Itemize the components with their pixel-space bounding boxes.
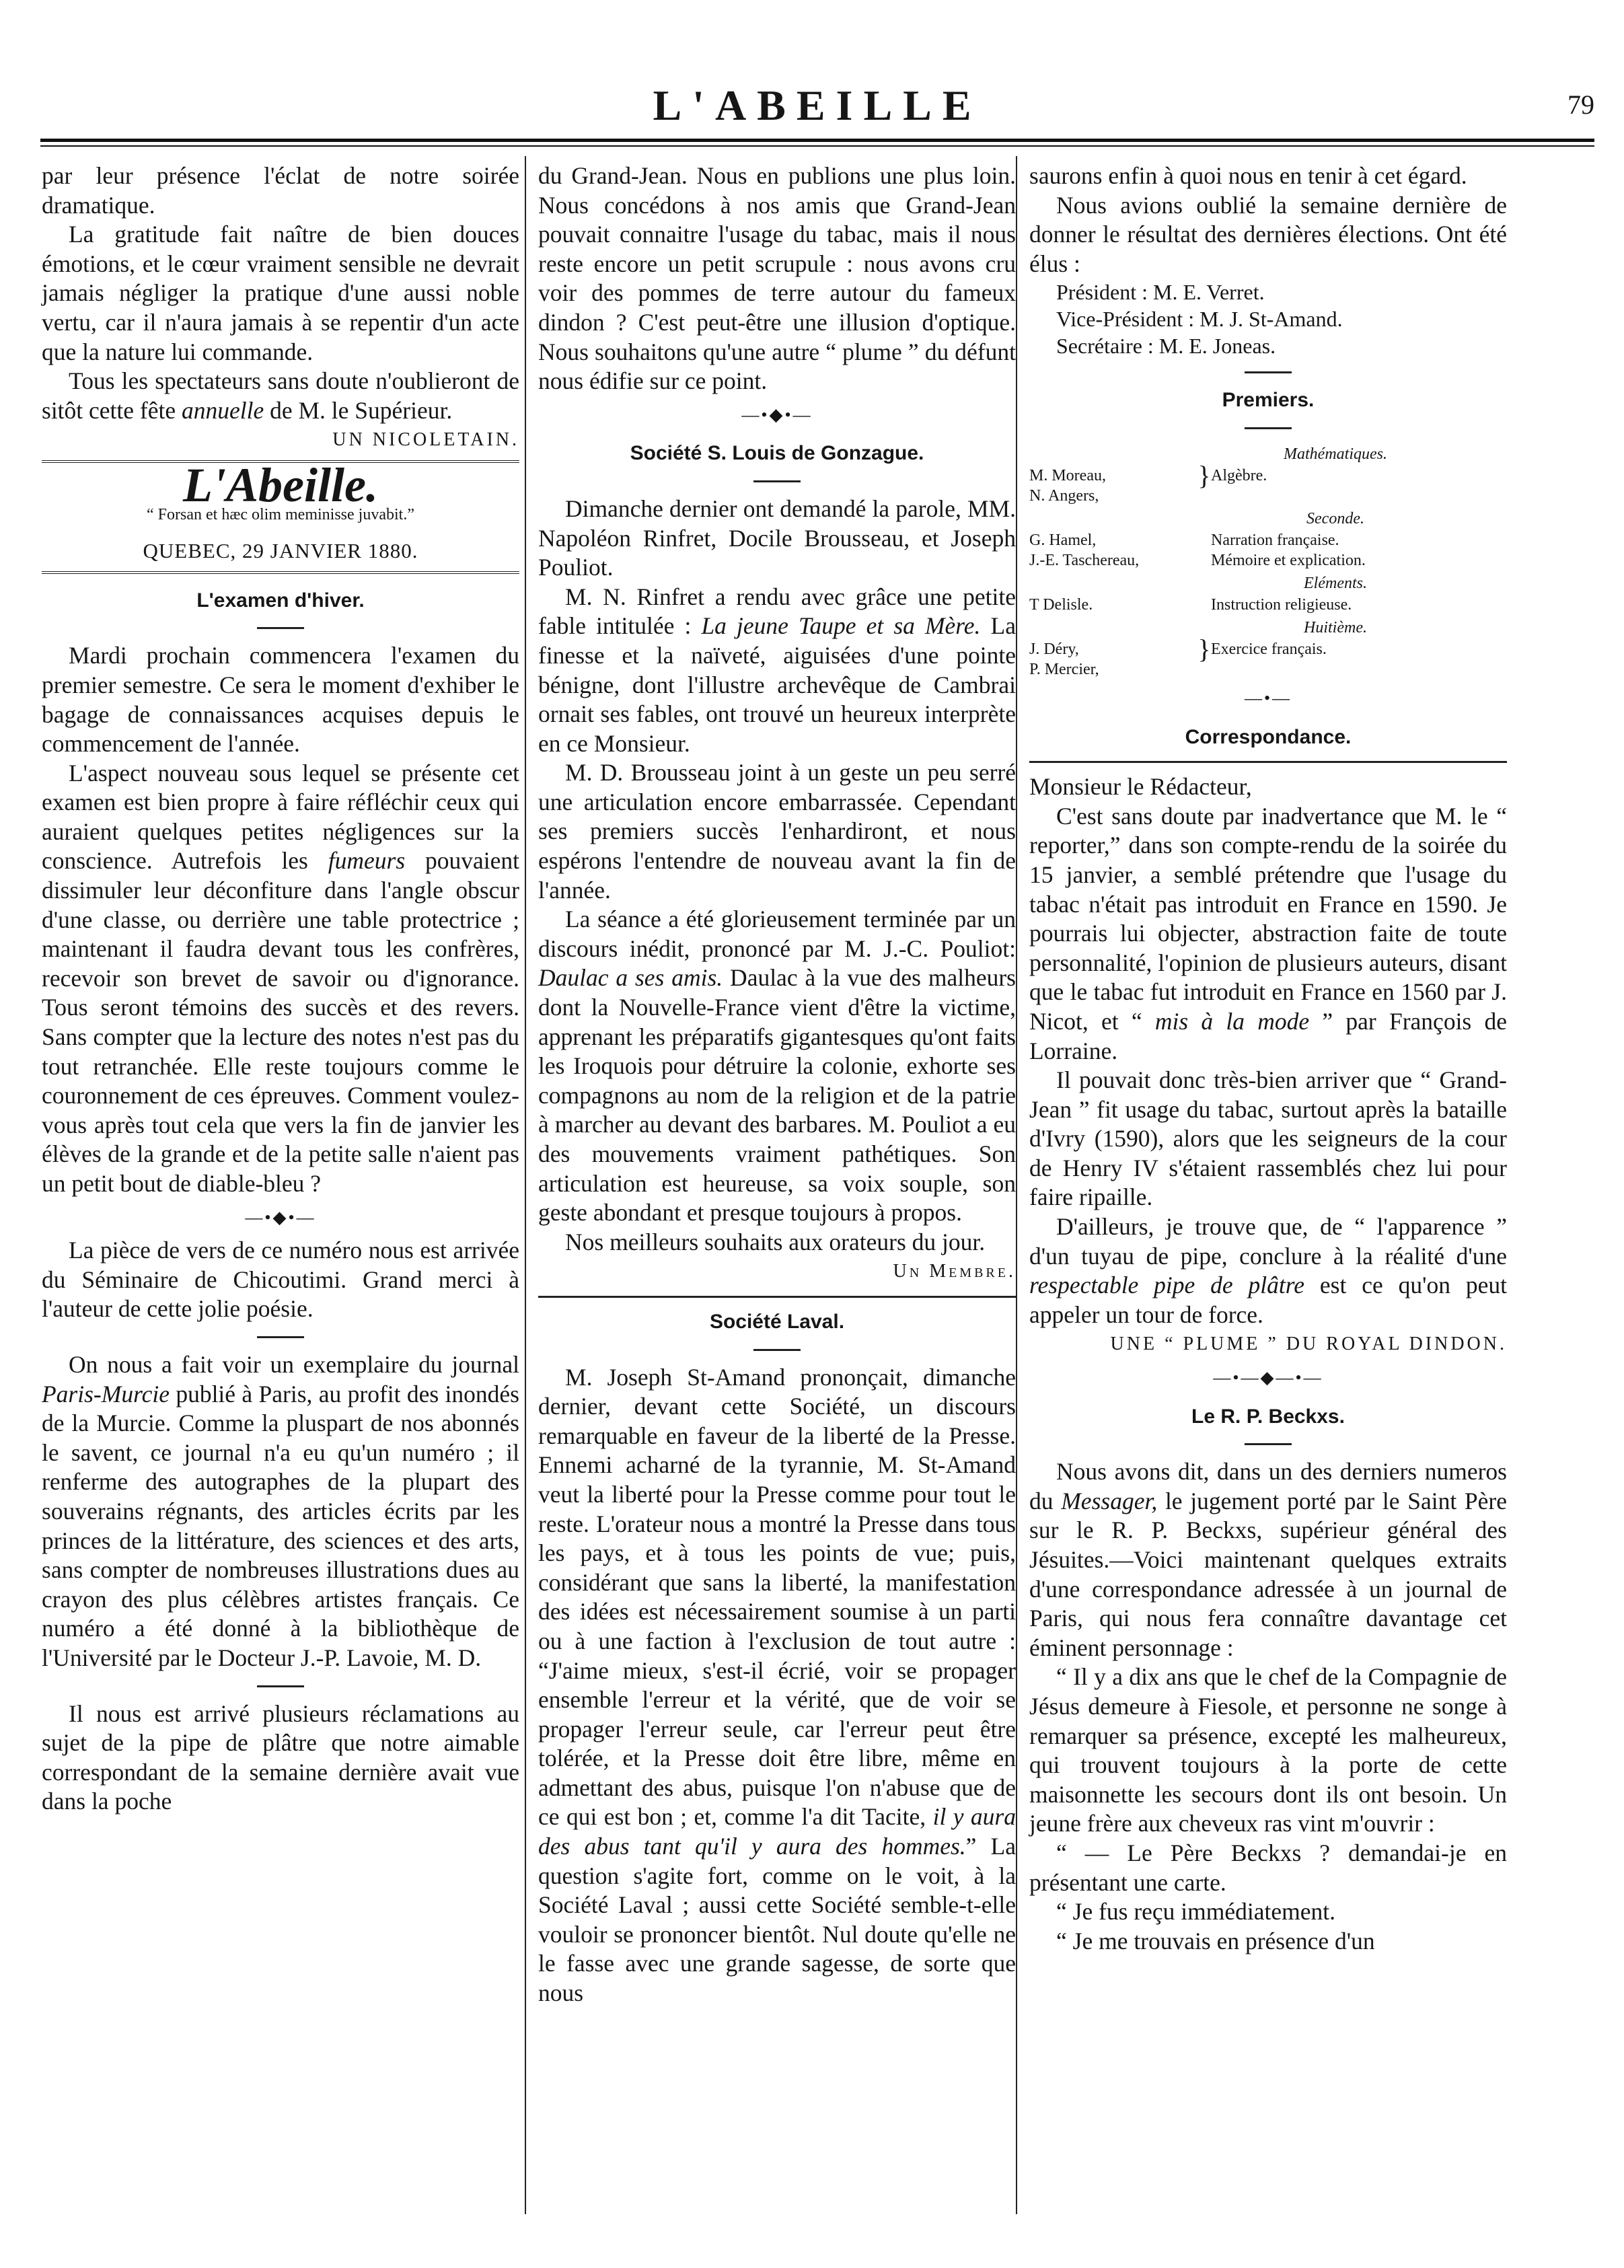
short-rule — [257, 1685, 304, 1687]
student-name: M. Moreau, — [1029, 466, 1106, 484]
short-rule — [753, 1349, 801, 1351]
column-divider — [1016, 156, 1017, 2214]
paragraph: Mardi prochain commencera l'examen du premier semestre. Ce sera le moment d'exhiber le bagage de connaissances acquises depuis le commencement de l'année. — [42, 642, 519, 758]
ornament: —•◆•— — [741, 404, 813, 425]
section-heading: L'examen d'hiver. — [196, 589, 365, 612]
section-heading: Société S. Louis de Gonzague. — [630, 442, 924, 465]
subject: Narration française. — [1211, 531, 1339, 549]
subject: Mémoire et explication. — [1211, 551, 1366, 569]
election-entry: Président : M. E. Verret. — [1056, 280, 1265, 305]
paragraph: “ Je fus reçu immédiatement. — [1056, 1898, 1335, 1926]
paragraph: du Grand-Jean. Nous en publions une plus loin. Nous concédons à nos amis que Grand-Jean pouvait connaitre l'usage du tabac, mais il nous reste encore un petit scrupule : nous avons cru voir des pommes de terre autour du fameux dindon ? C'est peut-être une illusion d'optique. Nous souhaitons qu'une autre “ plume ” du défunt nous édifie sur ce point. — [538, 162, 1016, 395]
short-rule — [1245, 427, 1292, 429]
student-name: G. Hamel, — [1029, 531, 1097, 549]
brace: } — [1197, 633, 1211, 664]
subject: Algèbre. — [1211, 466, 1267, 484]
masthead: L'Abeille. — [183, 458, 378, 512]
paragraph: Nous avions oublié la semaine dernière de donner le résultat des dernières élections. Ont été élus : — [1029, 191, 1507, 277]
paragraph: M. N. Rinfret a rendu avec grâce une petite fable intitulée : La jeune Taupe et sa Mère. La finesse et la naïveté, aiguisées d'une pointe bénigne, dont l'illustre archevêque de Cambrai ornait ses fables, ont trouvé un heureux interprète en ce Monsieur. — [538, 583, 1016, 757]
paragraph: C'est sans doute par inadvertance que M. le “ reporter,” dans son compte-rendu de la soirée du 15 janvier, a semblé prétendre que l'usage du tabac n'était pas introduit en France en 1590. Je pourrais lui objecter, abstraction faite de toute personnalité, l'opinion de plusieurs auteurs, disant que le tabac fut introduit en France en 1560 par J. Nicot, et “ mis à la mode ” par François de Lorraine. — [1029, 802, 1507, 1064]
ornament: —•— — [1244, 688, 1292, 708]
paragraph: On nous a fait voir un exemplaire du journal Paris-Murcie publié à Paris, au profit des inondés de la Murcie. Comme la pluspart de nos abonnés le savent, ce journal n'a eu qu'un numéro ; il renferme des autographes de la plupart des souverains régnants, des articles écrits par les princes de la littérature, des sciences et des arts, sans compter de nombreuses illustrations dues au crayon des plus célèbres artistes français. Ce numéro a été donné à la bibliothèque de l'Université par le Docteur J.-P. Lavoie, M. D. — [42, 1350, 519, 1671]
ornament: —•—◆—•— — [1213, 1368, 1323, 1388]
paragraph: La séance a été glorieusement terminée par un discours inédit, prononcé par M. J.-C. Pouliot: Daulac a ses amis. Daulac à la vue des malheurs dont la Nouvelle-France vient d'être la victime, apprenant les préparatifs gigantesques qu'ont faits les Iroquois pour détruire la colonie, exhorte ses compagnons au nom de la religion et de la patrie à marcher au devant des barbares. M. Pouliot a eu des mouvements vraiment pathétiques. Son articulation est heureuse, sa voix souple, son geste abondant et presque toujours à propos. — [538, 906, 1016, 1227]
section-rule — [42, 571, 519, 577]
column-2 — [538, 161, 1016, 2008]
election-entry: Vice-Président : M. J. St-Amand. — [1056, 307, 1343, 332]
section-heading: Société Laval. — [709, 1310, 845, 1333]
dateline: QUEBEC, 29 JANVIER 1880. — [143, 539, 418, 563]
paragraph: Nos meilleurs souhaits aux orateurs du jour. — [565, 1228, 986, 1255]
paragraph: Il nous est arrivé plusieurs réclamations au sujet de la pipe de plâtre que notre aimable correspondant de la semaine dernière avait vue dans la poche — [42, 1699, 519, 1815]
signature: Un Membre. — [893, 1261, 1016, 1282]
premiers-table — [1029, 441, 1507, 680]
short-rule — [257, 1336, 304, 1338]
subject: Exercice français. — [1211, 640, 1327, 658]
ornament: —•◆•— — [245, 1207, 316, 1227]
student-name: J. Déry, — [1029, 640, 1079, 658]
student-name: P. Mercier, — [1029, 660, 1099, 678]
paragraph: Il pouvait donc très-bien arriver que “ Grand-Jean ” fit usage du tabac, surtout après la bataille d'Ivry (1590), alors que les seigneurs de la cour de Henry IV s'étaient rassemblés chez lui pour faire ripaille. — [1029, 1066, 1507, 1211]
election-entry: Secrétaire : M. E. Joneas. — [1056, 334, 1276, 359]
short-rule — [1245, 371, 1292, 373]
header-rule — [40, 139, 1594, 142]
signature: UNE “ PLUME ” DU ROYAL DINDON. — [1110, 1333, 1507, 1355]
brace: } — [1197, 460, 1211, 490]
paragraph: La pièce de vers de ce numéro nous est arrivée du Séminaire de Chicoutimi. Grand merci à l'auteur de cette jolie poésie. — [42, 1237, 519, 1323]
paragraph: Tous les spectateurs sans doute n'oublieront de sitôt cette fête annuelle de M. le Supérieur. — [42, 367, 519, 424]
salutation: Monsieur le Rédacteur, — [1029, 773, 1252, 801]
category-label: Eléments. — [1304, 574, 1367, 592]
paragraph: La gratitude fait naître de bien douces émotions, et le cœur vraiment sensible ne devrait jamais négliger la pratique d'une aussi noble vertu, car il n'aura jamais à se repentir d'un acte que la nature lui commande. — [42, 221, 519, 365]
short-rule — [257, 627, 304, 629]
paragraph: “ — Le Père Beckxs ? demandai-je en présentant une carte. — [1029, 1839, 1507, 1896]
section-heading: Le R. P. Beckxs. — [1191, 1405, 1345, 1428]
subject: Instruction religieuse. — [1211, 595, 1352, 614]
paragraph: D'ailleurs, je trouve que, de “ l'apparence ” d'un tuyau de pipe, conclure à la réalité d'une respectable pipe de plâtre est ce qu'on peut appeler un tour de force. — [1029, 1213, 1507, 1328]
section-rule — [1029, 761, 1507, 763]
category-label: Huitième. — [1304, 618, 1367, 636]
header-rule-thin — [40, 145, 1594, 147]
page-number: 79 — [1567, 89, 1594, 120]
section-heading: Premiers. — [1222, 389, 1315, 412]
student-name: T Delisle. — [1029, 595, 1093, 614]
paragraph: M. Joseph St-Amand prononçait, dimanche dernier, devant cette Société, un discours remarquable en faveur de la liberté de la Presse. Ennemi acharné de la tyrannie, M. St-Amand veut la liberté pour la Presse comme pour tout le reste. L'orateur nous a montré la Presse dans tous les pays, et à tous les points de vue; puis, considérant que sans la liberté, la manifestation des idées est nécessairement soumise à un parti ou à une faction à l'exclusion de tout autre : “J'aime mieux, s'est-il écrié, voir se propager ensemble l'erreur et la vérité, que de voir se propager l'erreur seule, car l'erreur peut être tolérée, et la Presse doit être libre, même en admettant des abus, puisque l'on n'abuse que de ce qui est bon ; et, comme l'a dit Tacite, il y aura des abus tant qu'il y aura des hommes.” La question s'agite fort, comme on le voit, à la Société Laval ; aussi cette Société semble-t-elle vouloir se prononcer bientôt. Nul doute qu'elle ne le fasse avec une grande sagesse, de sorte que nous — [538, 1363, 1016, 2007]
category-label: Mathématiques. — [1284, 445, 1387, 463]
paragraph: “ Il y a dix ans que le chef de la Compagnie de Jésus demeure à Fiesole, et personne ne songe à remarquer sa présence, excepté les malheureux, qui trouvent toujours à la porte de cette maisonnette les secours dont ils ont besoin. Un jeune frère aux cheveux ras vint m'ouvrir : — [1029, 1663, 1507, 1837]
paragraph: saurons enfin à quoi nous en tenir à cet égard. — [1029, 162, 1467, 189]
paragraph: M. D. Brousseau joint à un geste un peu serré une articulation encore embarrassée. Cependant ses premiers succès l'enhardiront, et nous espérons l'entendre de nouveau avant la fin de l'année. — [538, 759, 1016, 904]
student-name: J.-E. Taschereau, — [1029, 551, 1140, 569]
category-label: Seconde. — [1306, 509, 1364, 527]
column-1 — [42, 161, 519, 1817]
paragraph: Nous avons dit, dans un des derniers numeros du Messager, le jugement porté par le Saint Père sur le R. P. Beckxs, supérieur général des Jésuites.—Voici maintenant quelques extraits d'une correspondance adressée à un journal de Paris, qui nous fera connaître davantage cet éminent personnage : — [1029, 1458, 1507, 1661]
paragraph: L'aspect nouveau sous lequel se présente cet examen est bien propre à faire réfléchir ceux qui auraient quelques petites négligences sur la conscience. Autrefois les fumeurs pouvaient dissimuler leur déconfiture dans l'angle obscur d'une classe, ou derrière une table protectrice ; maintenant il faudra devant tous les confrères, recevoir son brevet de savoir ou d'ignorance. Tous seront témoins des succès et des revers. Sans compter que la lecture des notes n'est pas du tout retranchée. Elle reste toujours comme le couronnement de ces épreuves. Comment voulez-vous après tout cela que vers la fin de janvier les élèves de la grande et de la petite salle n'aient pas un petit bout de diable-bleu ? — [42, 759, 519, 1197]
page-header — [40, 81, 1594, 148]
column-divider — [525, 156, 526, 2214]
motto: “ Forsan et hæc olim meminisse juvabit.” — [147, 505, 414, 523]
paragraph: par leur présence l'éclat de notre soirée dramatique. — [42, 162, 519, 219]
student-name: N. Angers, — [1029, 486, 1099, 505]
section-rule — [538, 1296, 1016, 1298]
paragraph: Dimanche dernier ont demandé la parole, MM. Napoléon Rinfret, Docile Brousseau, et Joseph Pouliot. — [538, 495, 1016, 581]
signature: UN NICOLETAIN. — [332, 429, 519, 451]
section-heading: Correspondance. — [1185, 725, 1352, 748]
paragraph: “ Je me trouvais en présence d'un — [1056, 1927, 1375, 1954]
election-list — [1029, 279, 1507, 359]
short-rule — [1245, 1443, 1292, 1445]
short-rule — [753, 480, 801, 482]
newspaper-title: L'ABEILLE — [653, 81, 982, 129]
column-3 — [1029, 161, 1507, 1956]
